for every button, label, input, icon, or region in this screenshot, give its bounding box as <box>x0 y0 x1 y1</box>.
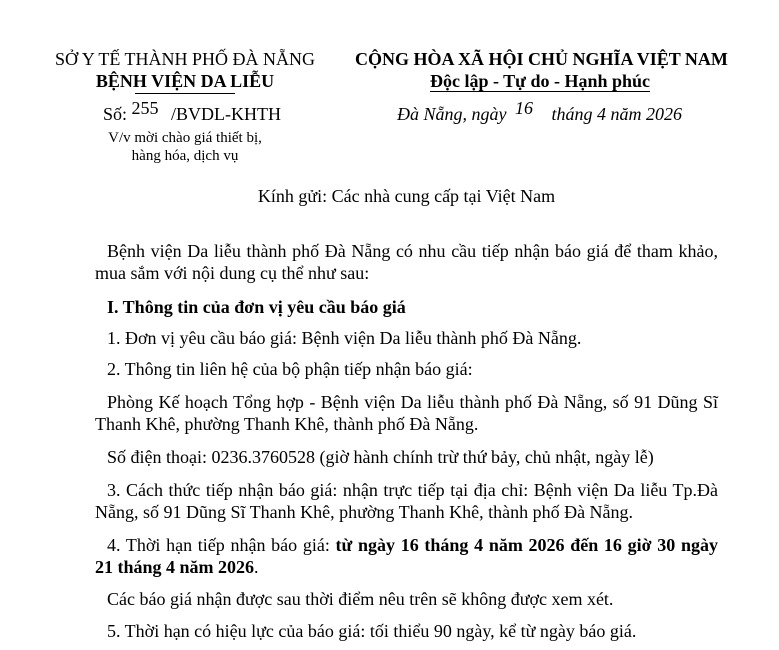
date-suffix: tháng 4 năm 2026 <box>551 104 682 124</box>
recipient: Kính gửi: Các nhà cung cấp tại Việt Nam <box>257 186 556 206</box>
motto <box>355 71 725 92</box>
date-prefix: Đà Nẵng, ngày <box>397 104 507 124</box>
item-2: 2. Thông tin liên hệ của bộ phận tiếp nhận báo giá: <box>107 359 473 379</box>
item-3: 3. Cách thức tiếp nhận báo giá: nhận trực tiếp tại địa chỉ: Bệnh viện Da liễu Tp.Đà Nẵng, số 91 Dũng Sĩ Thanh Khê, phường Thanh Khê, thành phố Đà Nẵng. <box>95 480 718 522</box>
motto-text: Độc lập - Tự do - Hạnh phúc <box>429 71 651 91</box>
hospital-name-text: BỆNH VIỆN DA LIỄU <box>96 71 274 94</box>
number-suffix: /BVDL-KHTH <box>171 104 282 124</box>
subject-line-1: V/v mời chào giá thiết bị, <box>108 130 262 146</box>
late-notice: Các báo giá nhận được sau thời điểm nêu trên sẽ không được xem xét. <box>107 589 614 609</box>
phone-line: Số điện thoại: 0236.3760528 (giờ hành chính trừ thứ bảy, chủ nhật, ngày lễ) <box>107 447 654 467</box>
hospital-name <box>40 71 330 92</box>
subject-line-2: hàng hóa, dịch vụ <box>131 148 239 164</box>
item-4-prefix: 4. Thời hạn tiếp nhận báo giá: <box>107 535 336 555</box>
item-1: 1. Đơn vị yêu cầu báo giá: Bệnh viện Da liễu thành phố Đà Nẵng. <box>107 328 582 348</box>
item-4-suffix: . <box>254 557 259 577</box>
item-5: 5. Thời hạn có hiệu lực của báo giá: tối thiểu 90 ngày, kể từ ngày báo giá. <box>107 621 637 641</box>
number-label: Số: <box>103 104 128 124</box>
item-4-deadline: từ ngày 16 tháng 4 năm 2026 đến 16 giờ 30 ngày 21 tháng 4 năm 2026 <box>95 535 718 577</box>
document-number <box>103 98 282 125</box>
intro-paragraph: Bệnh viện Da liễu thành phố Đà Nẵng có nhu cầu tiếp nhận báo giá để tham khảo, mua sắm với nội dung cụ thể như sau: <box>95 241 718 283</box>
nation-title: CỘNG HÒA XÃ HỘI CHỦ NGHĨA VIỆT NAM <box>355 49 728 69</box>
number-value: 255 <box>131 98 159 118</box>
date-line <box>397 98 682 125</box>
department-name: SỞ Y TẾ THÀNH PHỐ ĐÀ NẴNG <box>54 49 315 69</box>
contact-address: Phòng Kế hoạch Tổng hợp - Bệnh viện Da liễu thành phố Đà Nẵng, số 91 Dũng Sĩ Thanh Khê, phường Thanh Khê, thành phố Đà Nẵng. <box>95 392 718 434</box>
date-day: 16 <box>515 98 533 118</box>
section-1-title: I. Thông tin của đơn vị yêu cầu báo giá <box>107 297 406 317</box>
item-4 <box>95 534 718 578</box>
